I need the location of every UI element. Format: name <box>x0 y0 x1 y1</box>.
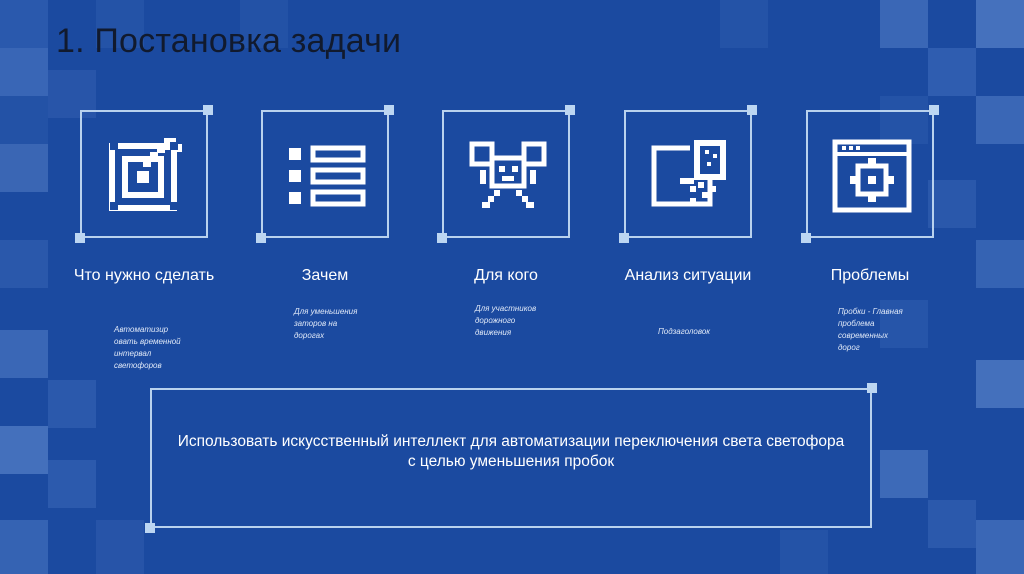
card-label: Что нужно сделать <box>73 267 215 284</box>
card-description: Для уменьшения заторов на дорогах <box>294 307 358 340</box>
frame-corner <box>75 233 85 243</box>
card-why <box>261 110 389 238</box>
settings-window-icon <box>832 136 912 216</box>
frame-corner <box>437 233 447 243</box>
card-label: Для кого <box>474 267 538 284</box>
card-description: Подзаголовок <box>658 327 711 336</box>
card-description: Автоматизир овать временной интервал светофоров <box>114 325 181 370</box>
card-description: Для участников дорожного движения <box>475 304 537 337</box>
frame-corner <box>203 105 213 115</box>
frame-corner <box>619 233 629 243</box>
summary-box <box>150 388 872 528</box>
frame-corner <box>256 233 266 243</box>
card-label: Проблемы <box>830 267 910 284</box>
frame-corner <box>867 383 877 393</box>
card-situation-analysis <box>624 110 752 238</box>
bulleted-list-icon <box>287 136 367 216</box>
frame-corner <box>145 523 155 533</box>
frame-corner <box>801 233 811 243</box>
frame-corner <box>747 105 757 115</box>
pie-chart-icon <box>650 136 730 216</box>
summary-text: Использовать искусственный интеллект для автоматизации переключения света светофора с целью уменьшения пробок <box>177 433 845 470</box>
frame-corner <box>565 105 575 115</box>
frame-corner <box>384 105 394 115</box>
card-for-whom <box>442 110 570 238</box>
frame-corner <box>929 105 939 115</box>
card-what-to-do <box>80 110 208 238</box>
card-description: Пробки - Главная проблема современных дорог <box>838 307 903 352</box>
people-group-icon <box>468 136 548 216</box>
page-title: 1. Постановка задачи <box>56 22 402 60</box>
card-label: Зачем <box>301 267 349 284</box>
card-label: Анализ ситуации <box>624 267 752 284</box>
target-icon <box>106 136 186 216</box>
card-problems <box>806 110 934 238</box>
